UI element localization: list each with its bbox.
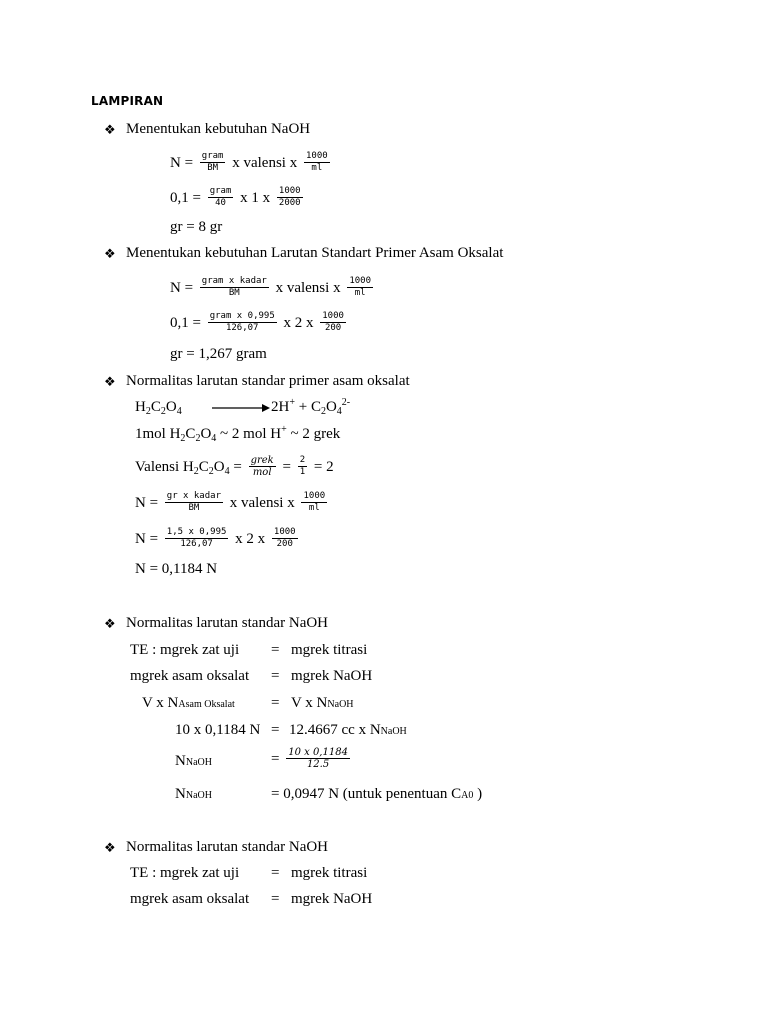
te-right-2: mgrek titrasi — [291, 865, 368, 881]
fraction: $\frac{\text{gram}}{BM}$ — [201, 151, 224, 173]
result-n-oxalic: N = 0,1184 N — [135, 561, 218, 577]
fraction: $\frac{\text{gram x 0,995}}{126,07}$ — [209, 311, 275, 333]
n-naoh-fraction: = $\frac{10 x 0,1184}{12.5}$ — [271, 747, 348, 770]
fraction: $\frac{\text{gram}}{40}$ — [209, 186, 232, 208]
fraction: $\frac{1000}{200}$ — [322, 311, 344, 333]
fraction: $\frac{10 x 0,1184}{12.5}$ — [288, 747, 348, 770]
mgrek-equals-2: = — [271, 891, 280, 907]
fraction: $\frac{2}{1}$ — [299, 455, 306, 477]
formula-n-general: N = $\frac{\text{gr x kadar}}{BM}$ x valensi x $\frac{1000}{ml}$ — [135, 491, 326, 513]
vn-right: V x NNaOH — [291, 695, 354, 711]
valensi-line: Valensi $H_2C_2O_4$ = $\frac{\text{grek}}{\text{mol}}$ = $\frac{2}{1}$ = 2 — [135, 455, 334, 478]
bullet-icon: ❖ — [104, 374, 116, 389]
fraction: $\frac{1000}{ml}$ — [349, 276, 372, 298]
equivalence-line: 1mol $H_2C_2O_4$ ~ 2 mol H+ ~ 2 grek — [135, 424, 341, 444]
te-left-2: TE : mgrek zat uji — [130, 865, 240, 881]
mgrek-right: mgrek NaOH — [291, 668, 373, 684]
calc-left: 10 x 0,1184 N — [175, 722, 261, 738]
section-heading-normality-oxalic: Normalitas larutan standar primer asam oksalat — [126, 373, 410, 389]
n-naoh-result: = 0,0947 N (untuk penentuan CA0 ) — [271, 786, 483, 802]
vn-equals: = — [271, 695, 280, 711]
te-equals-2: = — [271, 865, 280, 881]
mgrek-left-2: mgrek asam oksalat — [130, 891, 250, 907]
mgrek-right-2: mgrek NaOH — [291, 891, 373, 907]
formula-n-oxalic: N = $\frac{\text{gram x kadar}}{BM}$ x valensi x $\frac{1000}{ml}$ — [170, 276, 372, 298]
calc-equals: = — [271, 722, 280, 738]
vn-left: V x NAsam Oksalat — [142, 695, 235, 711]
reaction-arrow-icon — [212, 403, 270, 413]
bullet-icon: ❖ — [104, 840, 116, 855]
reaction-products: $2H^+ + C_2O_4^{2-}$ — [271, 397, 351, 417]
section-heading-normality-naoh-2: Normalitas larutan standar NaOH — [126, 839, 329, 855]
formula-n-substitution: N = $\frac{1,5 x 0,995}{126,07}$ x 2 x $\frac{1000}{200}$ — [135, 527, 296, 549]
formula-n-naoh: N = $\frac{\text{gram}}{BM}$ x valensi x $\frac{1000}{ml}$ — [170, 151, 328, 173]
formula-substitution-oxalic: 0,1 = $\frac{\text{gram x 0,995}}{126,07}$ x 2 x $\frac{1000}{200}$ — [170, 311, 344, 333]
te-equals: = — [271, 642, 280, 658]
fraction: $\frac{1000}{200}$ — [273, 527, 296, 549]
fraction: $\frac{\text{grek}}{\text{mol}}$ — [250, 455, 274, 478]
n-naoh-result-label: NNaOH — [175, 786, 212, 802]
page-title: LAMPIRAN — [91, 94, 164, 108]
section-heading-oxalic: Menentukan kebutuhan Larutan Standart Primer Asam Oksalat — [126, 245, 504, 261]
fraction: $\frac{\text{gr x kadar}}{BM}$ — [166, 491, 221, 513]
fraction: $\frac{1,5 x 0,995}{126,07}$ — [166, 527, 227, 549]
mgrek-left: mgrek asam oksalat — [130, 668, 250, 684]
result-gr-oxalic: gr = 1,267 gram — [170, 346, 267, 362]
te-left: TE : mgrek zat uji — [130, 642, 240, 658]
reaction-reactant: $H_2C_2O_4$ — [135, 399, 182, 417]
mgrek-equals: = — [271, 668, 280, 684]
section-heading-naoh: Menentukan kebutuhan NaOH — [126, 121, 311, 137]
formula-substitution-naoh: 0,1 = $\frac{\text{gram}}{40}$ x 1 x $\frac{1000}{2000}$ — [170, 186, 301, 208]
fraction: $\frac{\text{gram x kadar}}{BM}$ — [201, 276, 267, 298]
te-right: mgrek titrasi — [291, 642, 368, 658]
fraction: $\frac{1000}{2000}$ — [278, 186, 301, 208]
bullet-icon: ❖ — [104, 246, 116, 261]
section-heading-normality-naoh: Normalitas larutan standar NaOH — [126, 615, 329, 631]
result-gr-naoh: gr = 8 gr — [170, 219, 223, 235]
fraction: $\frac{1000}{ml}$ — [305, 151, 328, 173]
bullet-icon: ❖ — [104, 616, 116, 631]
calc-right: 12.4667 cc x NNaOH — [289, 722, 407, 738]
bullet-icon: ❖ — [104, 122, 116, 137]
fraction: $\frac{1000}{ml}$ — [303, 491, 326, 513]
n-naoh-label: NNaOH — [175, 753, 212, 769]
